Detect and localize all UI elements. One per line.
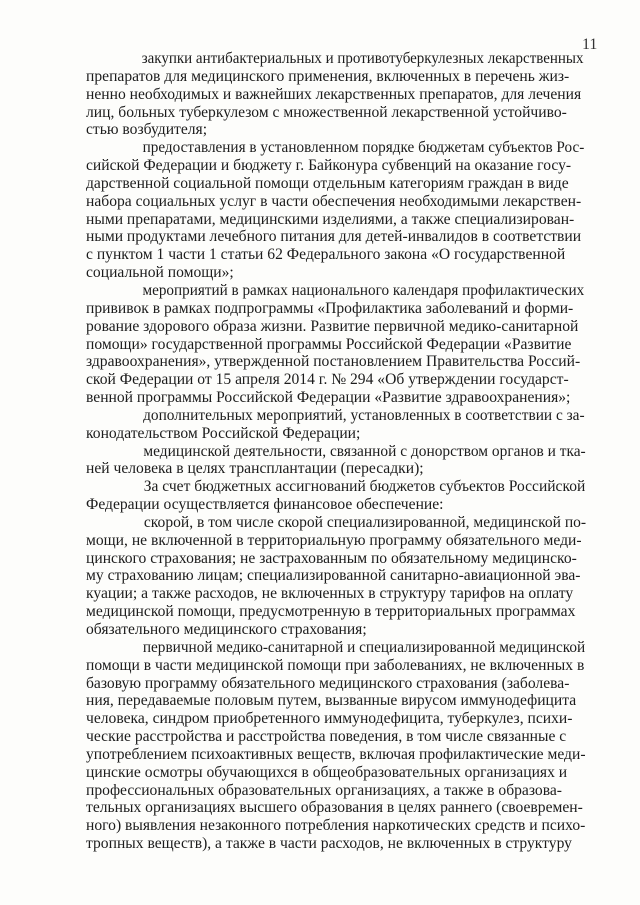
text-line: рование здорового образа жизни. Развитие первичной медико-санитарной <box>86 317 579 335</box>
text-line: употреблением психоактивных веществ, включая профилактические меди- <box>86 745 586 763</box>
text-line: тропных веществ), а также в части расходов, не включенных в структуру <box>86 835 572 853</box>
text-line: ней человека в целях трансплантации (пересадки); <box>86 460 424 478</box>
text-line: человека, синдром приобретенного иммунодефицита, туберкулез, психи- <box>86 710 573 728</box>
text-line: Федерации осуществляется финансовое обеспечение: <box>86 496 444 514</box>
text-line: мощи, не включенной в территориальную программу обязательного меди- <box>86 531 582 549</box>
paragraph <box>86 407 586 443</box>
text-line: прививок в рамках подпрограммы «Профилактика заболеваний и форми- <box>86 299 574 317</box>
text-line: обязательного медицинского страхования; <box>86 621 367 638</box>
text-line: с пунктом 1 части 1 статьи 62 Федерального закона «О государственной <box>86 246 566 264</box>
text-line: тельных организациях высшего образования в целях раннего (своевремен- <box>86 799 583 817</box>
paragraph <box>86 478 586 514</box>
text-line: помощи в части медицинской помощи при заболеваниях, не включенных в <box>86 656 585 674</box>
text-line: лиц, больных туберкулезом с множественной лекарственной устойчиво- <box>86 103 567 121</box>
text-line: первичной медико-санитарной и специализированной медицинской <box>142 638 586 656</box>
text-line: набора социальных услуг в части обеспечения необходимыми лекарствен- <box>86 192 582 210</box>
text-line: венной программы Российской Федерации «Развитие здравоохранения»; <box>86 389 571 407</box>
paragraph <box>86 282 586 407</box>
text-line: ненно необходимых и важнейших лекарственных препаратов, для лечения <box>86 85 582 103</box>
text-line: медицинской помощи, предусмотренную в территориальных программах <box>86 603 576 621</box>
text-line: ного) выявления незаконного потребления наркотических средств и психо- <box>86 817 586 835</box>
text-line: медицинской деятельности, связанной с донорством органов и тка- <box>143 442 586 460</box>
paragraph <box>86 50 586 139</box>
text-line: здравоохранения», утвержденной постановлением Правительства Россий- <box>86 353 581 371</box>
text-line: ческие расстройства и расстройства поведения, в том числе связанные с <box>86 728 567 746</box>
text-line: ской Федерации от 15 апреля 2014 г. № 294 «Об утверждении государст- <box>86 371 569 389</box>
text-line: дополнительных мероприятий, установленных в соответствии с за- <box>143 406 585 424</box>
paragraph <box>86 639 586 853</box>
text-line: дарственной социальной помощи отдельным категориям граждан в виде <box>86 174 569 192</box>
text-line: стью возбудителя; <box>86 121 208 139</box>
text-line: конодательством Российской Федерации; <box>86 424 361 442</box>
text-line: профессиональных образовательных организациях, а также в образова- <box>86 781 562 799</box>
text-line: скорой, в том числе скорой специализированной, медицинской по- <box>143 513 587 531</box>
text-line: куации; а также расходов, не включенных в структуру тарифов на оплату <box>86 585 574 603</box>
text-line: помощи» государственной программы Российской Федерации «Развитие <box>86 335 572 353</box>
paragraph <box>86 443 586 479</box>
text-line: За счет бюджетных ассигнований бюджетов субъектов Российской <box>143 478 586 496</box>
text-line: ными продуктами лечебного питания для детей-инвалидов в соответствии <box>86 228 582 246</box>
text-line: ния, передаваемые половым путем, вызванные вирусом иммунодефицита <box>86 692 577 710</box>
paragraph <box>86 139 586 282</box>
text-line: предоставления в установленном порядке бюджетам субъектов Рос- <box>142 139 585 157</box>
text-line: препаратов для медицинского применения, включенных в перечень жиз- <box>86 67 570 85</box>
text-line: ными препаратами, медицинскими изделиями, а также специализирован- <box>86 210 575 228</box>
text-line: мероприятий в рамках национального календаря профилактических <box>142 281 585 299</box>
text-line: цинские осмотры обучающихся в общеобразовательных организациях и <box>86 763 568 781</box>
text-line: базовую программу обязательного медицинского страхования (заболева- <box>86 674 570 692</box>
page-number: 11 <box>582 36 598 53</box>
text-line: сийской Федерации и бюджету г. Байконура субвенций на оказание госу- <box>86 157 572 175</box>
paragraph <box>86 514 586 639</box>
text-line: му страхованию лицам; специализированной санитарно-авиационной эва- <box>86 567 581 585</box>
text-line: социальной помощи»; <box>86 264 234 282</box>
text-line: закупки антибактериальных и противотуберкулезных лекарственных <box>141 50 584 67</box>
text-line: цинского страхования; не застрахованным по обязательному медицинско- <box>86 549 577 567</box>
document-body <box>86 50 586 853</box>
